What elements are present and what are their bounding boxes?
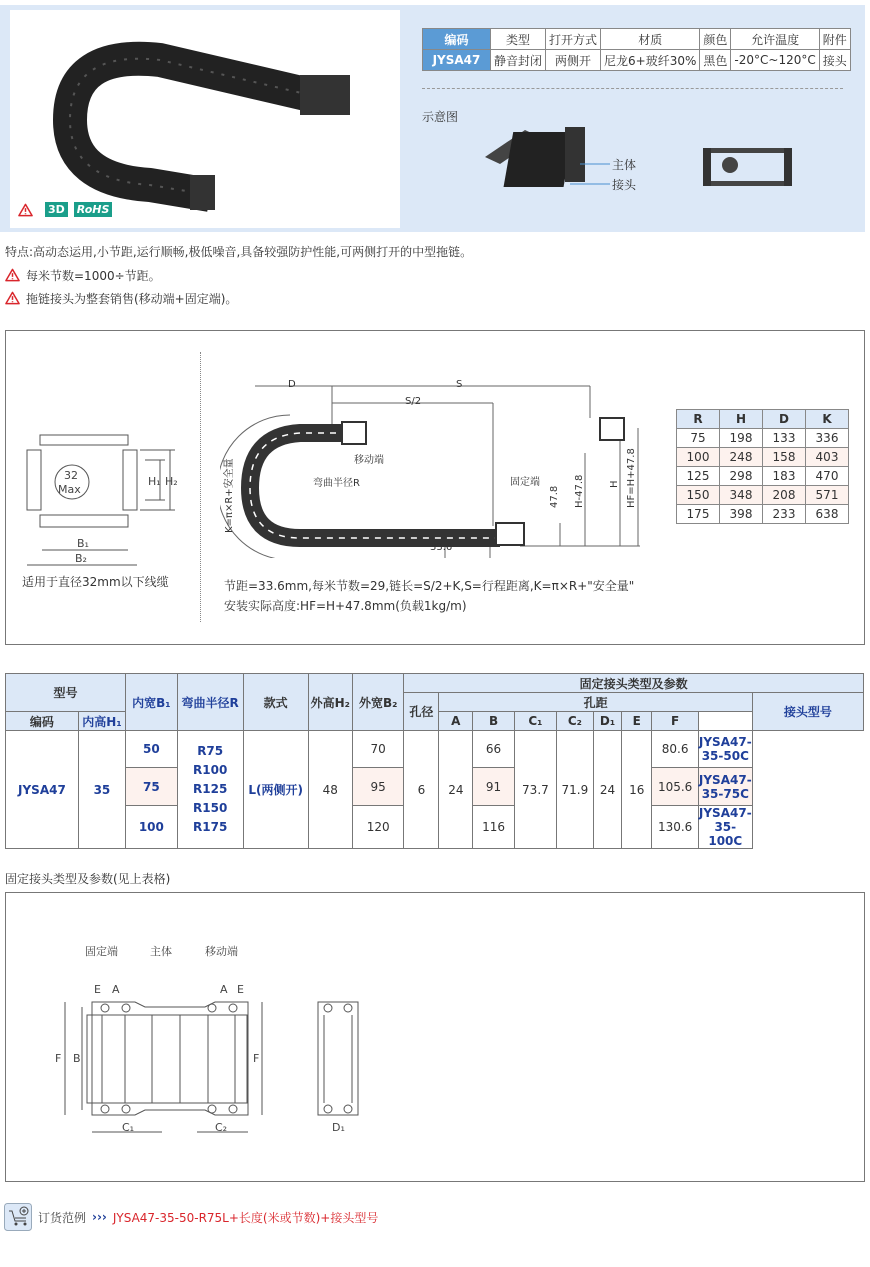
- table-row: [677, 429, 849, 448]
- spec-header: 编码: [423, 29, 491, 50]
- schematic-title: 示意图: [422, 110, 459, 124]
- warning-line: [5, 290, 237, 307]
- cell-h2: 48: [308, 731, 352, 849]
- h2-label: H₂: [165, 475, 178, 488]
- th-a: A: [439, 712, 473, 731]
- joint-drawing: [40, 935, 380, 1140]
- spec-cell: 黑色: [700, 50, 731, 71]
- cell-c2: 71.9: [556, 731, 593, 849]
- model-table: [5, 673, 864, 849]
- cell-b: 91: [473, 768, 515, 806]
- table-cell: 403: [806, 448, 849, 467]
- rohs-badge: RoHS: [74, 202, 113, 217]
- cell-h1: 35: [78, 731, 125, 849]
- spec-header: 打开方式: [546, 29, 601, 50]
- table-cell: 175: [677, 505, 720, 524]
- table-cell: 336: [806, 429, 849, 448]
- b1-label: B₁: [77, 537, 89, 550]
- radius-table: [676, 409, 849, 524]
- th-b2: 外宽B₂: [352, 674, 403, 731]
- circle-label: Max: [58, 483, 81, 496]
- table-cell: 133: [763, 429, 806, 448]
- table-cell: 398: [720, 505, 763, 524]
- cell-b: 116: [473, 806, 515, 849]
- table-cell: 348: [720, 486, 763, 505]
- th-model: 型号: [6, 674, 126, 712]
- drag-chain-image: [10, 10, 400, 228]
- table-cell: K: [806, 410, 849, 429]
- table-row: [677, 505, 849, 524]
- table-cell: 208: [763, 486, 806, 505]
- th-c1: C₁: [514, 712, 556, 731]
- table-row: [677, 467, 849, 486]
- table-cell: D: [763, 410, 806, 429]
- cell-b2: 120: [352, 806, 403, 849]
- f-label: F: [253, 1052, 260, 1065]
- table-cell: 183: [763, 467, 806, 486]
- fixed-end-label: 固定端: [510, 477, 540, 488]
- th-code: 编码: [6, 712, 79, 731]
- k-label: K=π×R+安全量: [224, 458, 235, 533]
- table-cell: 298: [720, 467, 763, 486]
- cell-joint: JYSA47-35-50C: [698, 731, 752, 768]
- table-row: [677, 448, 849, 467]
- th-style: 款式: [243, 674, 308, 731]
- moving-end-label: 移动端: [354, 455, 384, 466]
- 3d-badge[interactable]: 3D: [45, 202, 68, 217]
- order-example: [4, 1203, 378, 1231]
- warning-text: 每米节数=1000÷节距。: [26, 269, 161, 283]
- chevrons-icon: ›››: [92, 1210, 107, 1224]
- table-cell: 75: [677, 429, 720, 448]
- d1-label: D₁: [332, 1121, 345, 1134]
- divider: [422, 88, 843, 89]
- fixed-label: 固定端: [85, 945, 118, 958]
- cart-icon[interactable]: [4, 1203, 32, 1231]
- cell-joint: JYSA47-35-100C: [698, 806, 752, 848]
- e-label: E: [237, 983, 244, 996]
- cell-c1: 73.7: [514, 731, 556, 849]
- cell-a: 24: [439, 731, 473, 849]
- spec-cell: -20°C~120°C: [731, 50, 819, 71]
- cell-hole: 6: [404, 731, 439, 849]
- table-cell: 158: [763, 448, 806, 467]
- table-cell: 198: [720, 429, 763, 448]
- th-b1: 内宽B₁: [126, 674, 178, 731]
- cell-d1: 24: [593, 731, 621, 849]
- table-cell: 150: [677, 486, 720, 505]
- spec-cell: 静音封闭: [491, 50, 546, 71]
- cell-b1: 75: [126, 768, 178, 806]
- th-f: F: [652, 712, 699, 731]
- schematic-exploded-image: [480, 122, 660, 192]
- spec-header: 类型: [491, 29, 546, 50]
- cell-joint: JYSA47-35-75C: [698, 768, 752, 806]
- cell-radii: R75 R100 R125 R150 R175: [177, 731, 243, 849]
- table-cell: 125: [677, 467, 720, 486]
- cell-b2: 95: [352, 768, 403, 806]
- order-value: JYSA47-35-50-R75L+长度(米或节数)+接头型号: [112, 1210, 379, 1225]
- spec-cell: JYSA47: [423, 50, 491, 71]
- th-e: E: [622, 712, 652, 731]
- b2-label: B₂: [75, 552, 87, 565]
- th-c2: C₂: [556, 712, 593, 731]
- th-hole: 孔径: [404, 693, 439, 731]
- e-label: E: [94, 983, 101, 996]
- table-cell: 248: [720, 448, 763, 467]
- th-h1: 内高H₁: [78, 712, 125, 731]
- table-cell: R: [677, 410, 720, 429]
- spec-header: 颜色: [700, 29, 731, 50]
- table-cell: 100: [677, 448, 720, 467]
- table-cell: 638: [806, 505, 849, 524]
- th-b: B: [473, 712, 515, 731]
- spec-header: 允许温度: [731, 29, 819, 50]
- th-r: 弯曲半径R: [177, 674, 243, 731]
- cell-b2: 70: [352, 731, 403, 768]
- spec-cell: 两侧开: [546, 50, 601, 71]
- c1-label: C₁: [122, 1121, 135, 1134]
- label-joint: 接头: [612, 178, 637, 192]
- cell-code: JYSA47: [6, 731, 79, 849]
- warning-icon: [5, 268, 20, 282]
- body-label: 主体: [150, 945, 172, 958]
- h1-label: H₁: [148, 475, 161, 488]
- th-joint: 接头型号: [752, 693, 863, 731]
- order-label: 订货范例: [38, 1210, 87, 1225]
- pitch-note: 节距=33.6mm,每米节数=29,链长=S/2+K,S=行程距离,K=π×R+"安全量": [224, 579, 635, 593]
- warning-text: 拖链接头为整套销售(移动端+固定端)。: [26, 292, 238, 306]
- table-cell: H: [720, 410, 763, 429]
- h478-label: 47.8: [549, 485, 560, 508]
- cell-b1: 100: [126, 806, 178, 849]
- table-cell: 571: [806, 486, 849, 505]
- h-minus-label: H-47.8: [574, 474, 585, 508]
- table-cell: 470: [806, 467, 849, 486]
- divider: [200, 352, 201, 622]
- d-label: D: [288, 379, 296, 390]
- th-d1: D₁: [593, 712, 621, 731]
- f-label: F: [55, 1052, 62, 1065]
- warning-icon: [18, 203, 33, 217]
- cell-b1: 50: [126, 731, 178, 768]
- th-fixed: 固定接头类型及参数: [404, 674, 864, 693]
- s-label: S: [456, 379, 463, 390]
- joint-section-title: 固定接头类型及参数(见上表格): [5, 872, 171, 886]
- cell-e: 16: [622, 731, 652, 849]
- c2-label: C₂: [215, 1121, 228, 1134]
- cell-f: 130.6: [652, 806, 699, 849]
- s2-label: S/2: [405, 396, 422, 407]
- schematic-section-image: [700, 145, 795, 190]
- warning-line: [5, 267, 161, 284]
- section-caption: 适用于直径32mm以下线缆: [22, 575, 169, 589]
- cell-f: 80.6: [652, 731, 699, 768]
- cross-section-drawing: [15, 430, 190, 570]
- spec-table: [422, 28, 851, 71]
- table-row: [677, 410, 849, 429]
- radius-label: 弯曲半径R: [313, 478, 360, 489]
- a-label: A: [112, 983, 120, 996]
- hf-label: HF=H+47.8: [626, 448, 637, 508]
- warning-icon: [5, 291, 20, 305]
- a-label: A: [220, 983, 228, 996]
- height-note: 安装实际高度:HF=H+47.8mm(负载1kg/m): [224, 599, 467, 613]
- th-pitch: 孔距: [439, 693, 752, 712]
- cell-style: L(两侧开): [243, 731, 308, 849]
- side-view-drawing: [220, 378, 660, 558]
- spec-cell: 尼龙6+玻纤30%: [601, 50, 700, 71]
- spec-cell: 接头: [819, 50, 850, 71]
- cell-f: 105.6: [652, 768, 699, 806]
- product-photo: [10, 10, 400, 228]
- table-cell: 233: [763, 505, 806, 524]
- pitch-label: 33.6: [430, 542, 453, 553]
- circle-label: 32: [64, 469, 78, 482]
- moving-label: 移动端: [205, 945, 238, 958]
- b-label: B: [73, 1052, 81, 1065]
- h-label: H: [609, 480, 620, 488]
- th-h2: 外高H₂: [308, 674, 352, 731]
- spec-header: 材质: [601, 29, 700, 50]
- features-text: 特点:高动态运用,小节距,运行顺畅,极低噪音,具备较强防护性能,可两侧打开的中型拖链。: [5, 245, 473, 259]
- spec-header: 附件: [819, 29, 850, 50]
- label-body: 主体: [612, 158, 637, 172]
- cell-b: 66: [473, 731, 515, 768]
- table-row: [677, 486, 849, 505]
